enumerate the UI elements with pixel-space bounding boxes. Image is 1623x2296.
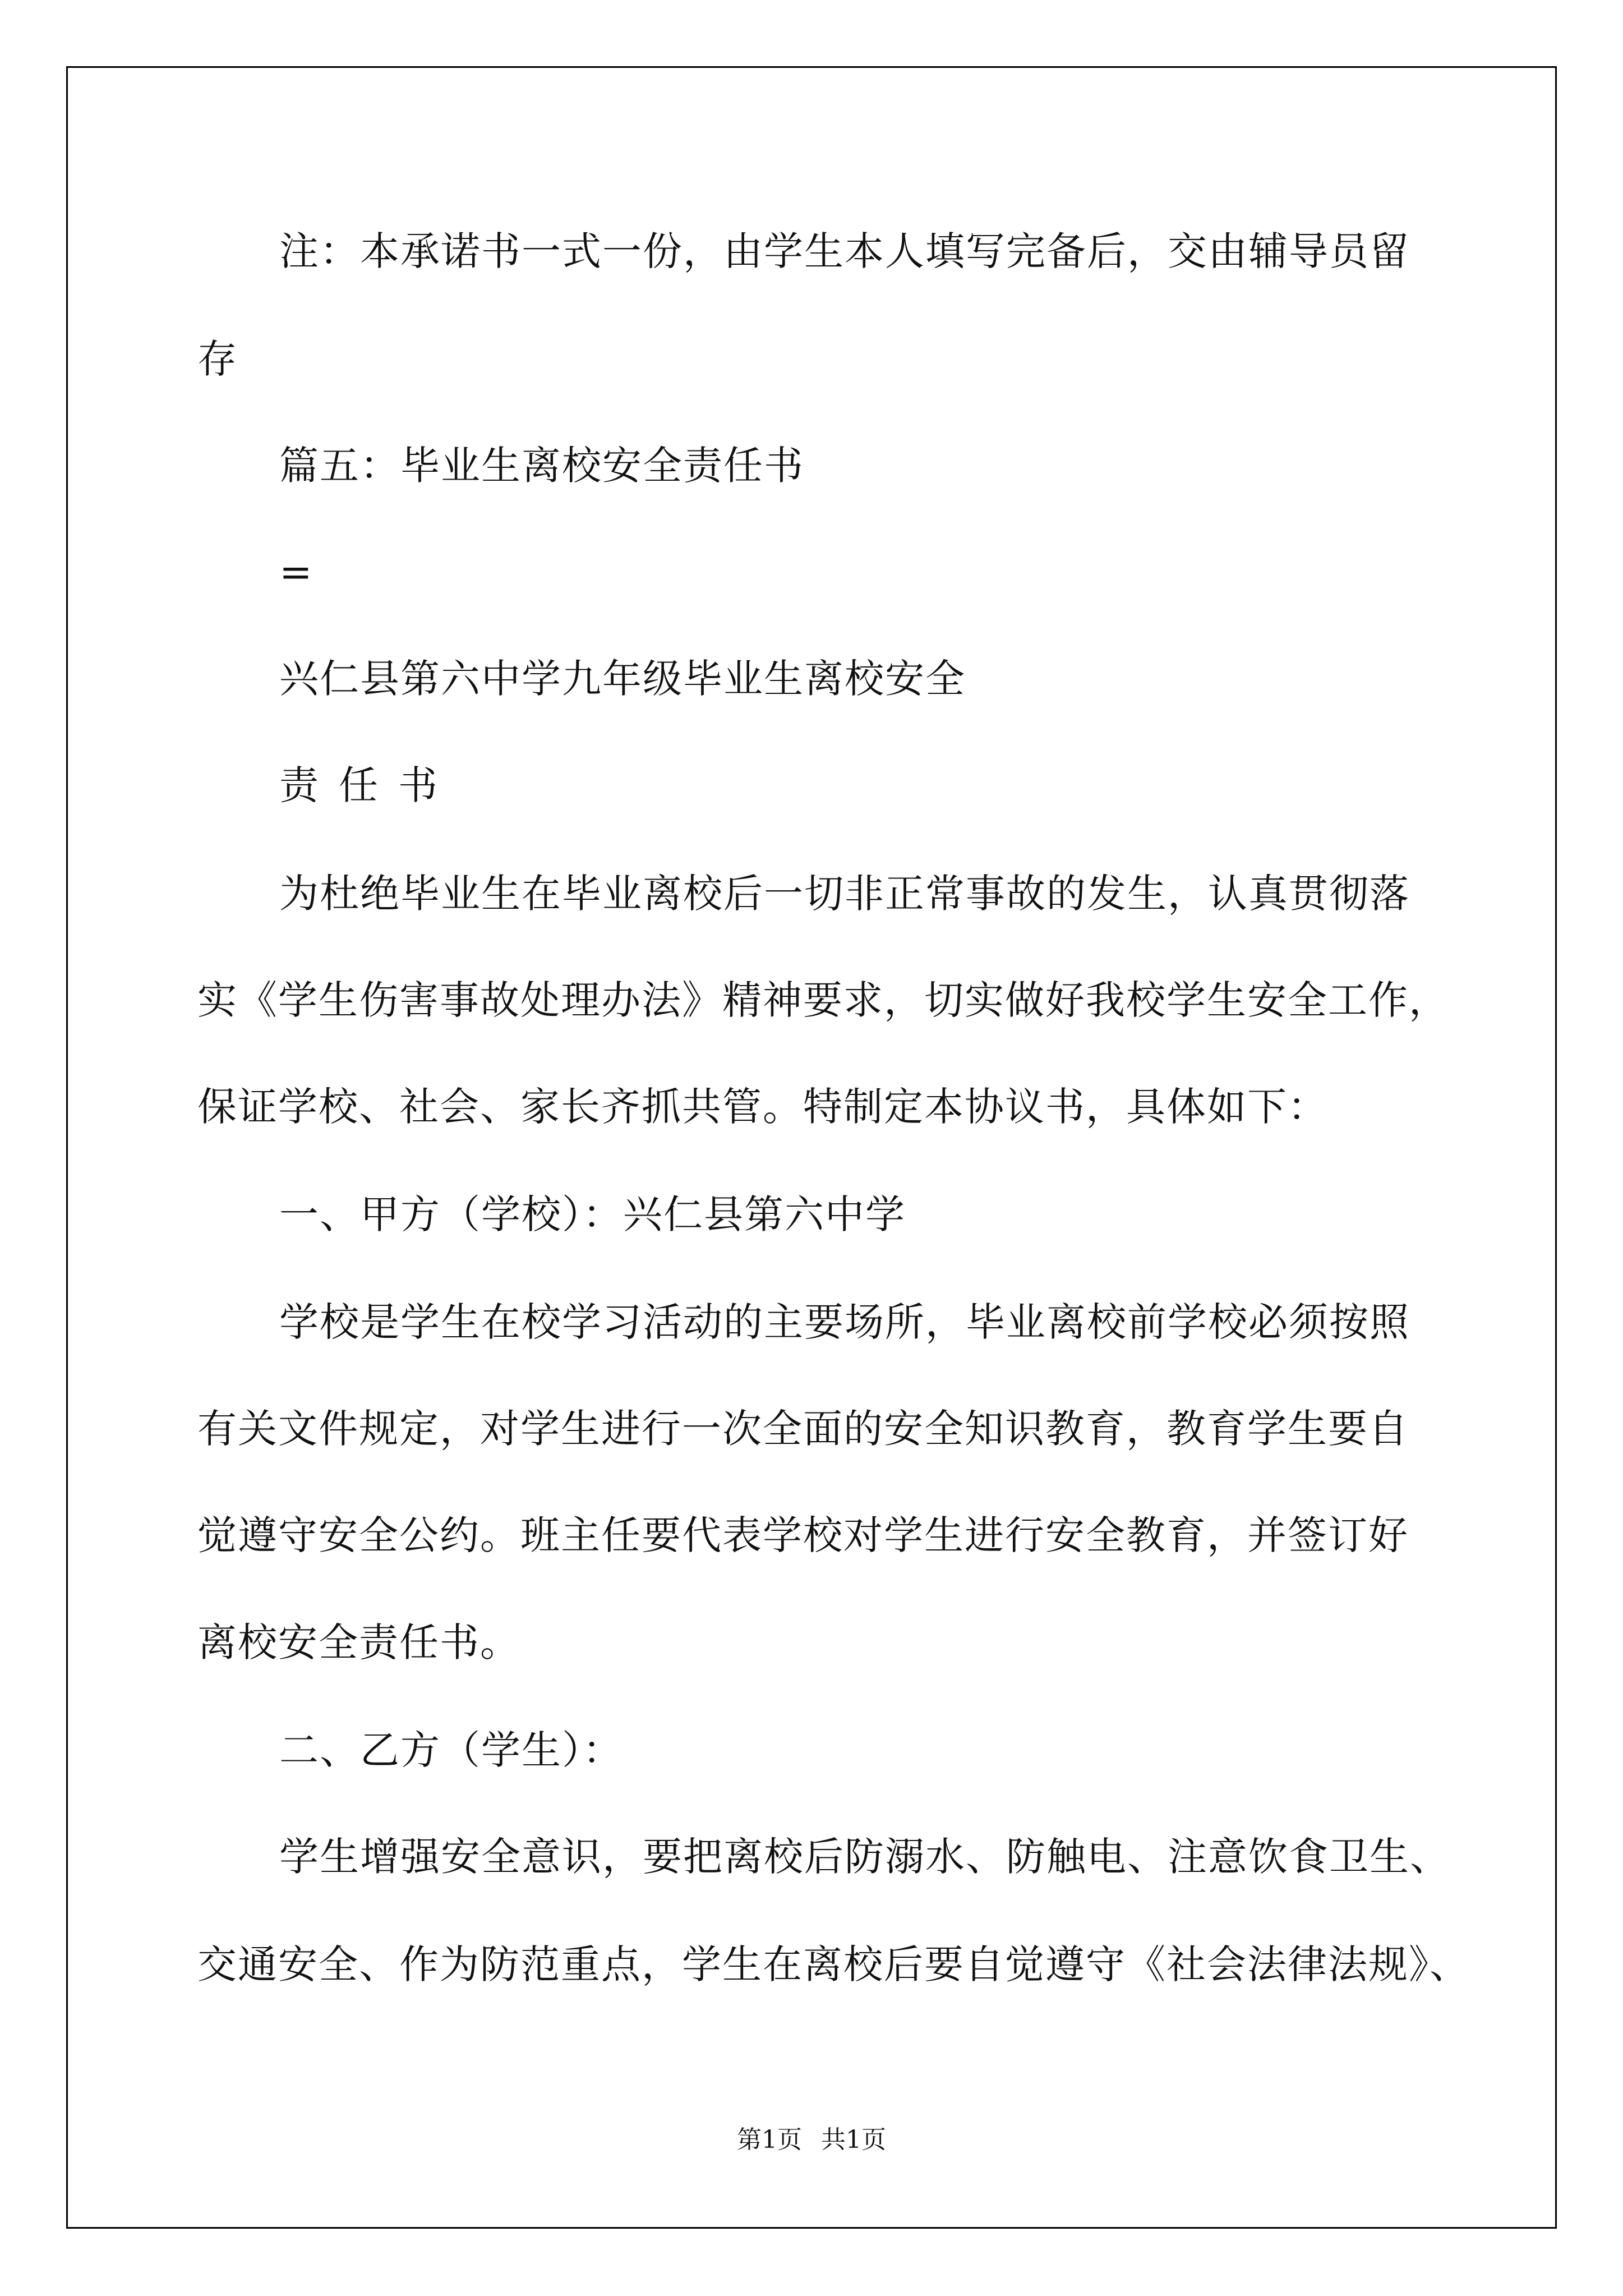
page-footer [0,2126,1623,2154]
page-number: 第1页 [737,2125,802,2154]
intro-line-2: 实《学生伤害事故处理办法》精神要求，切实做好我校学生安全工作， [197,977,1449,1023]
party-b-line-1: 学生增强安全意识，要把离校后防溺水、防触电、注意饮食卫生、 [279,1834,1450,1880]
party-b-heading: 二、乙方（学生）： [279,1727,623,1773]
page-border [66,66,1557,2229]
party-a-line-3: 觉遵守安全公约。班主任要代表学校对学生进行安全教育，并签订好 [197,1512,1409,1558]
document-title: 兴仁县第六中学九年级毕业生离校安全 [279,656,966,702]
note-line-2: 存 [197,336,238,382]
section-title: 篇五：毕业生离校安全责任书 [279,443,804,489]
document-subtitle: 责任书 [279,762,458,808]
page-total: 共1页 [821,2125,886,2154]
party-a-line-1: 学校是学生在校学习活动的主要场所，毕业离校前学校必须按照 [279,1299,1410,1345]
party-a-line-4: 离校安全责任书。 [197,1619,520,1665]
intro-line-3: 保证学校、社会、家长齐抓共管。特制定本协议书，具体如下： [197,1084,1328,1130]
intro-line-1: 为杜绝毕业生在毕业离校后一切非正常事故的发生，认真贯彻落 [279,871,1410,917]
party-a-line-2: 有关文件规定，对学生进行一次全面的安全知识教育，教育学生要自 [197,1406,1409,1452]
separator: = [279,549,313,595]
party-b-line-2: 交通安全、作为防范重点，学生在离校后要自觉遵守《社会法律法规》、 [197,1941,1470,1987]
party-a-heading: 一、甲方（学校）：兴仁县第六中学 [279,1191,906,1237]
note-line-1: 注：本承诺书一式一份，由学生本人填写完备后，交由辅导员留 [279,228,1410,274]
